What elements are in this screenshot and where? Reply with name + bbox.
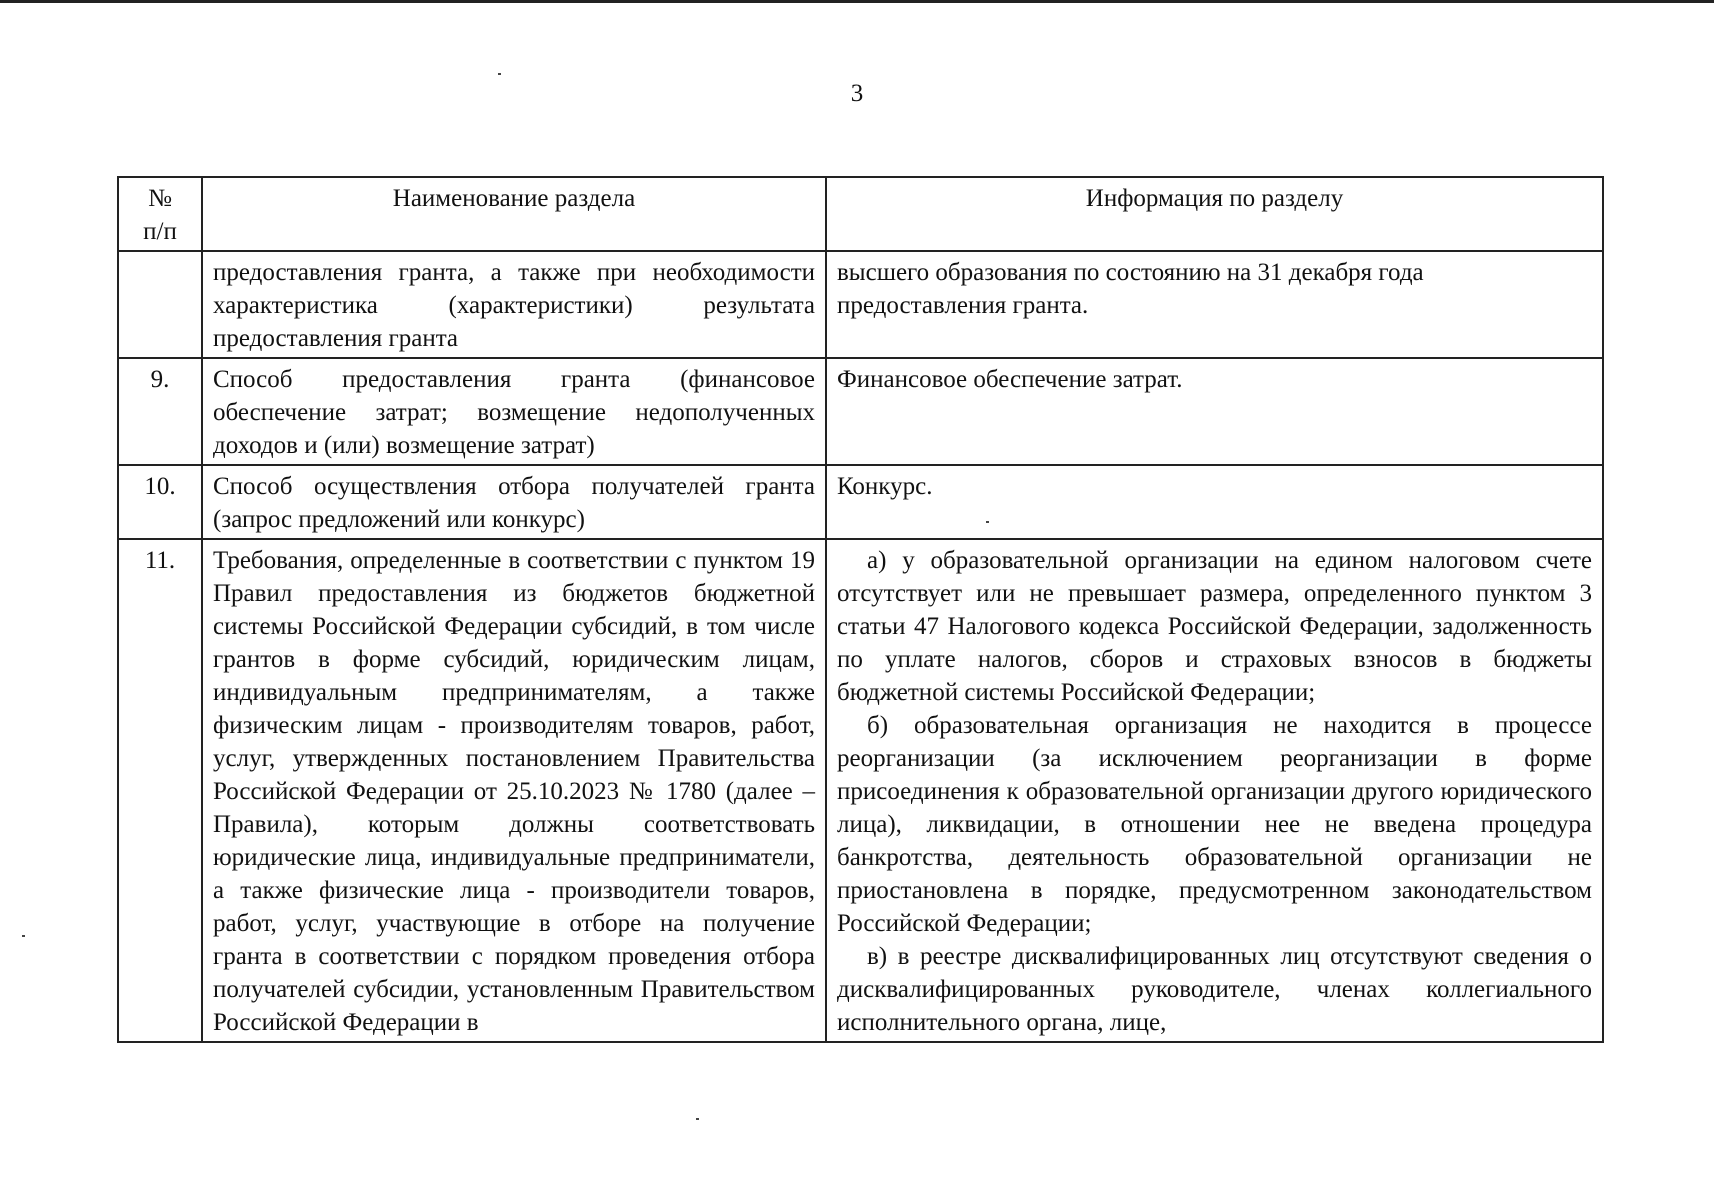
scan-speck xyxy=(22,935,25,937)
row-info-paragraph: Конкурс. xyxy=(837,473,933,500)
row-num xyxy=(118,251,202,358)
table-row xyxy=(118,465,1603,539)
table-row xyxy=(118,358,1603,465)
scan-speck xyxy=(986,521,989,523)
header-info: Информация по разделу xyxy=(826,177,1603,251)
row-info xyxy=(826,539,1603,1042)
header-num xyxy=(118,177,202,251)
row-section: Способ предоставления гранта (финансовое обеспечение затрат; возмещение недополученных доходов и (или) возмещение затрат) xyxy=(202,358,826,465)
table-row xyxy=(118,251,1603,358)
scan-speck xyxy=(696,1118,699,1120)
row-info-paragraph: в) в реестре дисквалифицированных лиц отсутствуют сведения о дисквалифицированных руководителе, членах коллегиального исполнительного органа, лице, xyxy=(837,943,1592,1036)
row-info xyxy=(826,358,1603,465)
row-info xyxy=(826,465,1603,539)
row-info xyxy=(826,251,1603,358)
row-info-paragraph: высшего образования по состоянию на 31 декабря года предоставления гранта. xyxy=(837,259,1424,319)
grant-info-table xyxy=(117,176,1604,1043)
row-section: предоставления гранта, а также при необходимости характеристика (характеристики) результата предоставления гранта xyxy=(202,251,826,358)
row-info-paragraph: а) у образовательной организации на едином налоговом счете отсутствует или не превышает размера, определенного пунктом 3 статьи 47 Налогового кодекса Российской Федерации, задолженность по уплате налогов, сборов и страховых взносов в бюджеты бюджетной системы Российской Федерации; xyxy=(837,547,1592,706)
row-info-paragraph: Финансовое обеспечение затрат. xyxy=(837,366,1183,393)
row-section: Способ осуществления отбора получателей гранта (запрос предложений или конкурс) xyxy=(202,465,826,539)
page-number: 3 xyxy=(850,80,864,107)
header-section: Наименование раздела xyxy=(202,177,826,251)
row-section: Требования, определенные в соответствии с пунктом 19 Правил предоставления из бюджетов бюджетной системы Российской Федерации субсидий, в том числе грантов в форме субсидий, юридическим лицам, индивидуальным предпринимателям, а также физическим лицам - производителям товаров, работ, услуг, утвержденных постановлением Правительства Российской Федерации от 25.10.2023 № 1780 (далее – Правила), которым должны соответствовать юридические лица, индивидуальные предприниматели, а также физические лица - производители товаров, работ, услуг, участвующие в отборе на получение гранта в соответствии с порядком проведения отбора получателей субсидии, установленным Правительством Российской Федерации в xyxy=(202,539,826,1042)
row-num: 10. xyxy=(118,465,202,539)
row-info-paragraph: б) образовательная организация не находится в процессе реорганизации (за исключением реорганизации в форме присоединения к образовательной организации другого юридического лица), ликвидации, в отношении нее не введена процедура банкротства, деятельность образовательной организации не приостановлена в порядке, предусмотренном законодательством Российской Федерации; xyxy=(837,712,1592,937)
row-num: 9. xyxy=(118,358,202,465)
scan-speck xyxy=(498,73,501,75)
table-header-row xyxy=(118,177,1603,251)
header-num-text: № п/п xyxy=(143,185,177,245)
scan-top-border xyxy=(0,0,1714,3)
table-row xyxy=(118,539,1603,1042)
row-num: 11. xyxy=(118,539,202,1042)
